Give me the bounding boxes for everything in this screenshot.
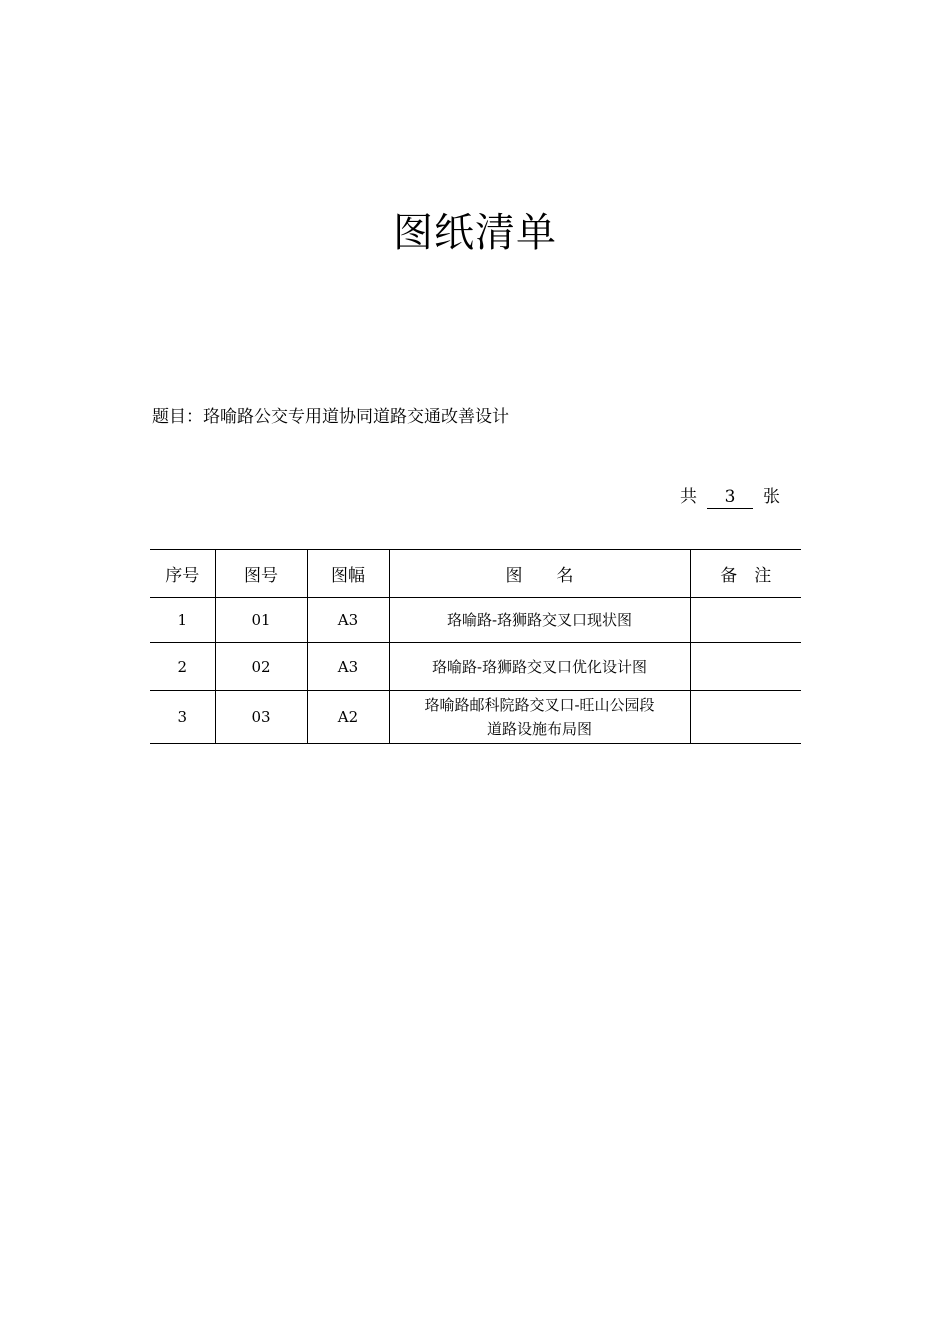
cell-seq: 2	[150, 643, 215, 691]
cell-sheet-size: A3	[307, 643, 389, 691]
cell-seq: 3	[150, 691, 215, 744]
drawing-name-line: 珞喻路-珞狮路交叉口优化设计图	[431, 657, 648, 676]
subject-line	[152, 404, 509, 430]
cell-drawing-name	[389, 598, 690, 643]
sheet-count-suffix: 张	[763, 487, 780, 507]
cell-drawing-number: 02	[215, 643, 307, 691]
sheet-count	[680, 484, 780, 510]
sheet-count-prefix: 共	[680, 487, 697, 507]
table-row	[150, 691, 801, 744]
header-remark: 备 注	[690, 550, 801, 598]
table-header-row	[150, 550, 801, 598]
cell-drawing-name	[389, 643, 690, 691]
cell-remark	[690, 691, 801, 744]
subject-label: 题目：	[152, 407, 203, 427]
subject-text: 珞喻路公交专用道协同道路交通改善设计	[203, 407, 509, 427]
header-drawing-name: 图 名	[389, 550, 690, 598]
page-title: 图纸清单	[393, 210, 557, 256]
cell-sheet-size: A2	[307, 691, 389, 744]
cell-drawing-name	[389, 691, 690, 744]
header-drawing-number: 图号	[215, 550, 307, 598]
cell-sheet-size: A3	[307, 598, 389, 643]
drawing-name-line: 道路设施布局图	[486, 720, 592, 738]
drawing-name-line: 珞喻路-珞狮路交叉口现状图	[446, 611, 633, 629]
cell-drawing-number: 03	[215, 691, 307, 744]
table-row	[150, 598, 801, 643]
cell-remark	[690, 598, 801, 643]
table-row	[150, 643, 801, 691]
cell-drawing-number: 01	[215, 598, 307, 643]
drawing-list-table	[150, 549, 801, 744]
header-seq: 序号	[150, 550, 215, 598]
header-sheet-size: 图幅	[307, 550, 389, 598]
drawing-name-line: 珞喻路邮科院路交叉口-旺山公园段	[424, 696, 655, 714]
cell-seq: 1	[150, 598, 215, 643]
sheet-count-value: 3	[707, 486, 753, 509]
cell-remark	[690, 643, 801, 691]
